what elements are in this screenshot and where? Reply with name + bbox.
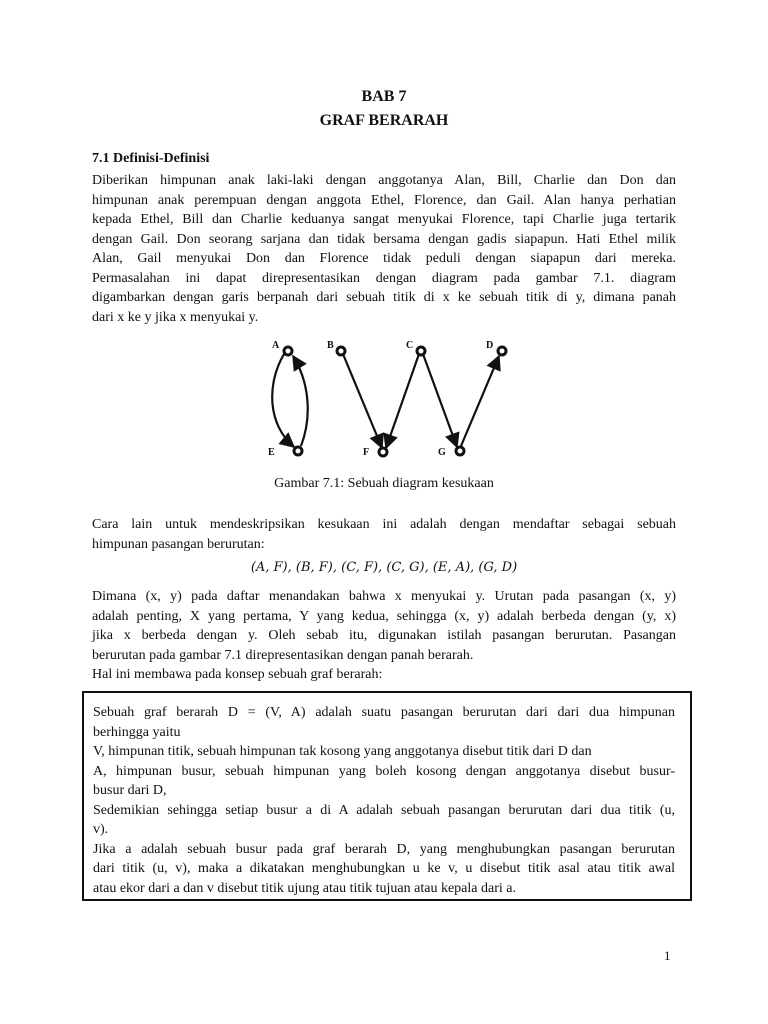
- edge-b-f: [343, 354, 382, 448]
- text-line: digambarkan dengan garis berpanah dari sebuah titik di x ke sebuah titik di y, dimana panah: [92, 290, 676, 305]
- edge-a-e: [272, 354, 294, 447]
- section-heading: 7.1 Definisi-Definisi: [92, 151, 210, 166]
- edge-c-g: [423, 354, 457, 447]
- text-line: dengan Gail. Don seorang sarjana dan tidak bersama dengan gadis siapapun. Hati Ethel milik: [92, 231, 676, 247]
- text-line: A, himpunan busur, sebuah himpunan yang boleh kosong dengan anggotanya disebut busur-: [93, 763, 675, 779]
- digraph-svg: [256, 330, 512, 466]
- chapter-title: GRAF BERARAH: [319, 112, 449, 129]
- text-line: dari x ke y jika x menyukai y.: [92, 309, 259, 325]
- chapter-number: BAB 7: [361, 88, 407, 105]
- text-line: busur dari D,: [93, 783, 167, 798]
- text-line: berhingga yaitu: [93, 724, 181, 740]
- edge-c-f: [386, 354, 419, 448]
- node-a: [284, 347, 292, 355]
- preference-digraph: [256, 330, 512, 466]
- text-line: himpunan anak perempuan dengan anggota Ethel, Florence, dan Gail. Alan hanya perhatian: [92, 192, 676, 208]
- text-line: berurutan pada gambar 7.1 direpresentasikan dengan panah berarah.: [92, 647, 474, 663]
- paragraph-2: [92, 515, 676, 554]
- text-line: Hal ini membawa pada konsep sebuah graf berarah:: [92, 667, 383, 682]
- text-line: Sedemikian sehingga setiap busur a di A adalah sebuah pasangan berurutan dari dua titik (u,: [93, 802, 675, 818]
- node-f: [379, 448, 387, 456]
- text-line: Permasalahan ini dapat direpresentasikan dengan diagram pada gambar 7.1. diagram: [92, 270, 676, 286]
- node-label-g: G: [438, 447, 446, 458]
- ordered-pairs: (A, F), (B, F), (C, F), (C, G), (E, A), (G, D): [250, 560, 518, 575]
- node-b: [337, 347, 345, 355]
- text-line: Dimana (x, y) pada daftar menandakan bahwa x menyukai y. Urutan pada pasangan (x, y): [92, 589, 676, 604]
- text-line: Alan, Gail menyukai Don dan Florence tidak peduli dengan siapapun dari mereka.: [92, 251, 676, 266]
- text-line: kepada Ethel, Bill dan Charlie keduanya sangat menyukai Florence, tapi Charlie juga tertarik: [92, 212, 676, 227]
- text-line: jika x berbeda dengan y. Oleh sebab itu, digunakan istilah pasangan berurutan. Pasangan: [92, 628, 676, 643]
- text-line: Cara lain untuk mendeskripsikan kesukaan ini adalah dengan mendaftar sebagai sebuah: [92, 517, 676, 532]
- node-label-a: A: [272, 340, 280, 351]
- node-label-c: C: [406, 340, 414, 351]
- paragraph-3: [92, 587, 676, 685]
- page-number: 1: [664, 948, 671, 963]
- node-label-e: E: [268, 447, 275, 458]
- edge-e-a: [293, 356, 308, 446]
- node-label-d: D: [486, 340, 494, 351]
- figure-caption: Gambar 7.1: Sebuah diagram kesukaan: [274, 476, 494, 491]
- intro-paragraph: [92, 171, 676, 327]
- node-label-f: F: [363, 447, 370, 458]
- definition-text: [93, 703, 675, 898]
- edge-g-d: [461, 356, 499, 446]
- node-e: [294, 447, 302, 455]
- node-label-b: B: [327, 340, 334, 351]
- text-line: himpunan pasangan berurutan:: [92, 536, 265, 552]
- node-c: [417, 347, 425, 355]
- text-line: adalah penting, X yang pertama, Y yang kedua, sehingga (x, y) adalah berbeda dengan (y, x): [92, 608, 676, 624]
- text-line: V, himpunan titik, sebuah himpunan tak kosong yang anggotanya disebut titik dari D dan: [93, 744, 592, 759]
- text-line: Jika a adalah sebuah busur pada graf berarah D, yang menghubungkan pasangan berurutan: [93, 841, 675, 857]
- node-g: [456, 447, 464, 455]
- text-line: v).: [93, 822, 109, 837]
- node-d: [498, 347, 506, 355]
- text-line: Sebuah graf berarah D = (V, A) adalah suatu pasangan berurutan dari dari dua himpunan: [93, 705, 675, 720]
- text-line: dari titik (u, v), maka a dikatakan menghubungkan u ke v, u disebut titik asal atau titik awal: [93, 861, 675, 876]
- text-line: Diberikan himpunan anak laki-laki dengan anggotanya Alan, Bill, Charlie dan Don dan: [92, 173, 676, 188]
- text-line: atau ekor dari a dan v disebut titik ujung atau titik tujuan atau kepala dari a.: [93, 880, 516, 896]
